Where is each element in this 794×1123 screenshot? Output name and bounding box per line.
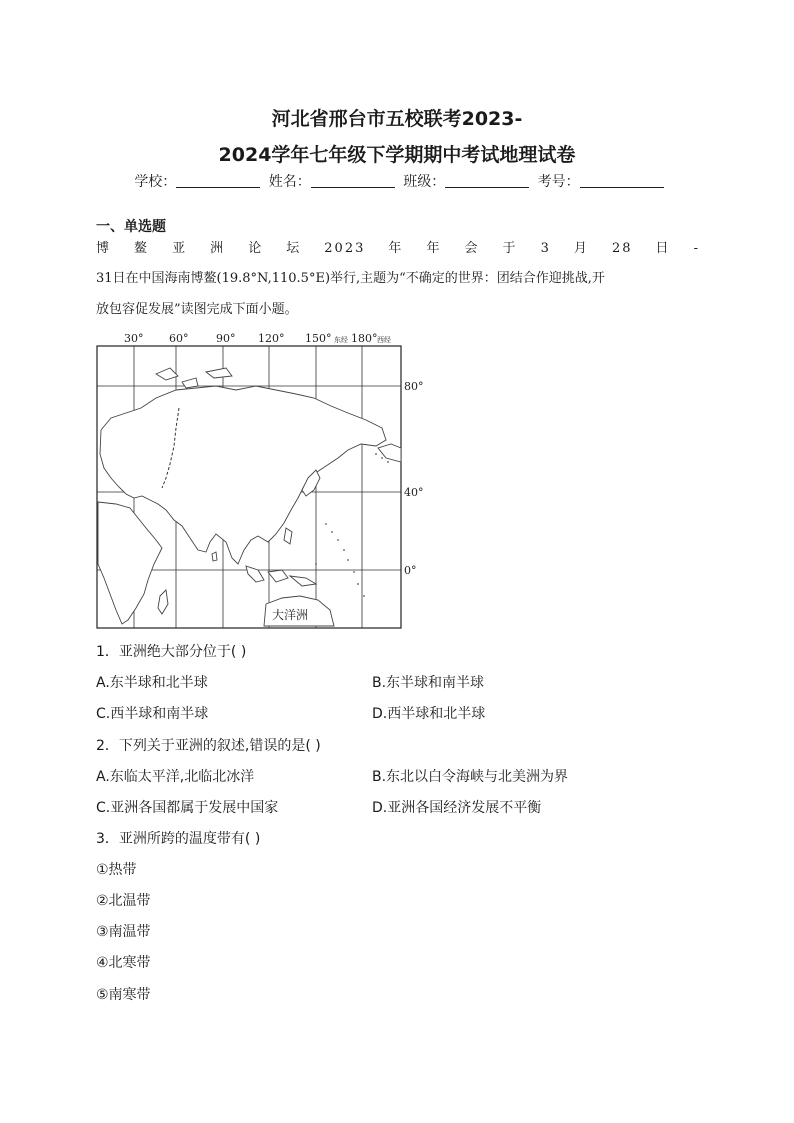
q3-item-2: ②北温带 [96,893,151,909]
class-blank[interactable] [445,173,529,188]
lon-label-180: 180° [351,332,378,345]
q2-option-b[interactable]: B.东北以白令海峡与北美洲为界 [372,769,569,785]
lon-label-150: 150° [305,332,332,345]
lon-label-120: 120° [258,332,285,345]
q2-option-a[interactable]: A.东临太平洋,北临北冰洋 [96,769,255,785]
west-longitude-label: 西经 [377,336,391,344]
q3-item-1: ①热带 [96,862,137,878]
lat-label-0: 0° [404,564,417,577]
name-blank[interactable] [311,173,395,188]
question-2-stem: 2．下列关于亚洲的叙述,错误的是( ) [96,738,321,754]
q2-option-c[interactable]: C.亚洲各国都属于发展中国家 [96,800,279,816]
intro-line-2: 31日在中国海南博鳌(19.8°N,110.5°E)举行,主题为“不确定的世界：团结合作迎挑战,开 [96,271,605,286]
question-1-stem: 1．亚洲绝大部分位于( ) [96,644,247,660]
q3-item-4: ④北寒带 [96,955,151,971]
sri-lanka-outline [212,552,217,561]
q1-option-a[interactable]: A.东半球和北半球 [96,675,208,691]
school-label: 学校： [134,174,177,190]
lat-label-40: 40° [404,486,424,499]
lon-label-30: 30° [124,332,144,345]
lat-label-80: 80° [404,380,424,393]
q1-option-d[interactable]: D.西半球和北半球 [372,706,486,722]
exam-title-line1: 河北省邢台市五校联考2023- [271,108,523,130]
intro-line-3: 放包容促发展”读图完成下面小题。 [96,302,298,317]
section-heading: 一、单选题 [96,219,166,235]
class-label: 班级： [403,174,446,190]
exam-number-label: 考号： [537,174,580,190]
east-longitude-label: 东经 [334,336,348,344]
lon-label-60: 60° [169,332,189,345]
name-label: 姓名： [268,174,311,190]
student-info-row [0,171,794,191]
q1-option-c[interactable]: C.西半球和南半球 [96,706,209,722]
asia-map-figure [86,328,431,630]
lon-label-90: 90° [216,332,236,345]
q3-item-3: ③南温带 [96,924,151,940]
exam-title-line2: 2024学年七年级下学期期中考试地理试卷 [218,144,576,166]
q2-option-d[interactable]: D.亚洲各国经济发展不平衡 [372,800,542,816]
oceania-label: 大洋洲 [272,608,309,622]
q1-option-b[interactable]: B.东半球和南半球 [372,675,485,691]
intro-line-1: 博鳌亚洲论坛2023年年会于3月28日- [96,241,700,256]
q3-item-5: ⑤南寒带 [96,987,151,1003]
school-blank[interactable] [176,173,260,188]
exam-number-blank[interactable] [580,173,664,188]
question-3-stem: 3．亚洲所跨的温度带有( ) [96,831,261,847]
